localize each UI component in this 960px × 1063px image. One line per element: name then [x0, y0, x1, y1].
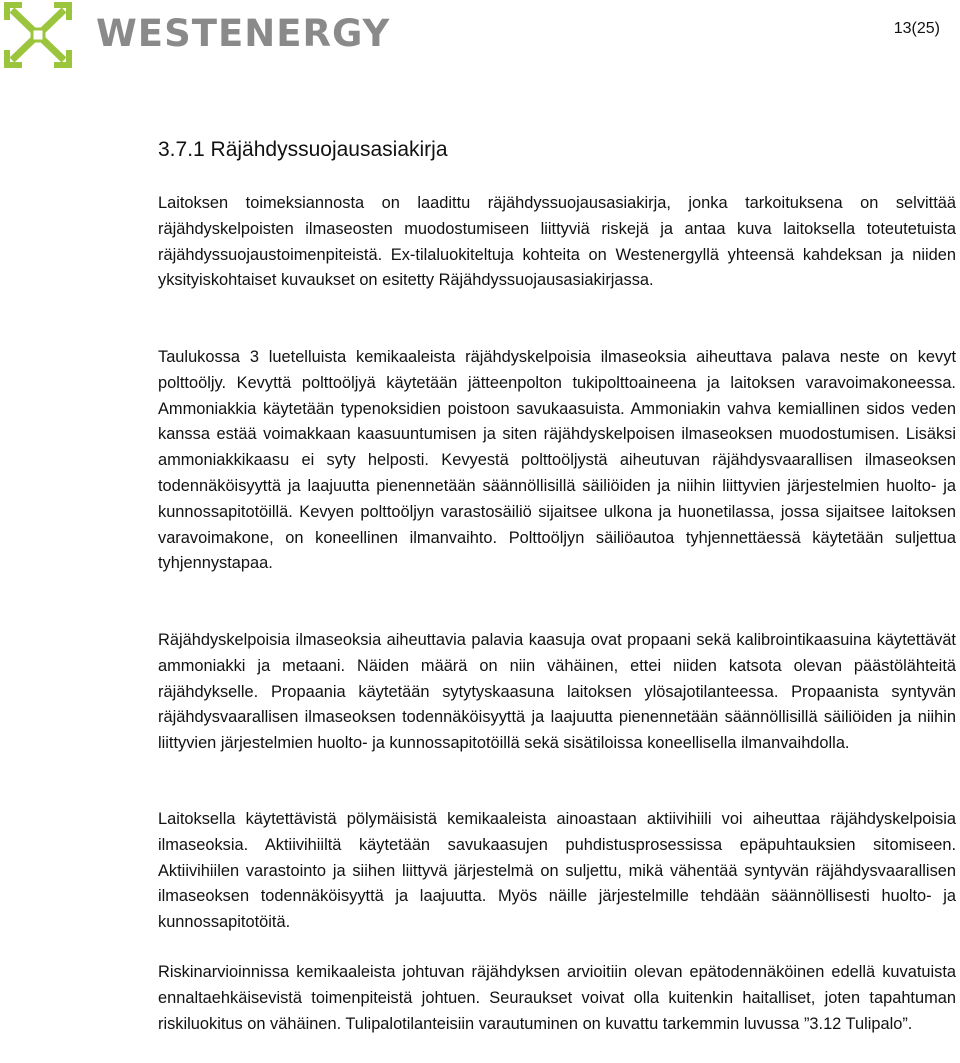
section-title: 3.7.1 Räjähdyssuojausasiakirja — [158, 138, 448, 161]
paragraph-risk-assessment: Riskinarvioinnissa kemikaaleista johtuvan räjähdyksen arvioitiin olevan epätodennäköinen edellä kuvatuista ennaltaehkäisevistä toimenpiteistä johtuen. Seuraukset voivat olla kuitenkin haitalliset, joten tapahtuman riskiluokitus on vähäinen. Tulipalotilanteisiin varautuminen on kuvattu tarkemmin luvussa ”3.12 Tulipalo”. — [158, 963, 956, 1033]
paragraph-flammable-liquid: Taulukossa 3 luetelluista kemikaaleista räjähdyskelpoisia ilmaseoksia aiheuttava palava neste on kevyt polttoöljy. Kevyttä polttoöljyä käytetään jätteenpolton tukipolttoaineena ja laitoksen varavoimakoneessa. Ammoniakkia käytetään typenoksidien poistoon savukaasuista. Ammoniakin vahva kemiallinen sidos veden kanssa estää voimakkaan kaasuuntumisen ja siten räjähdyskelpoisen ilmaseoksen muodostumisen. Lisäksi ammoniakkikaasu ei syty helposti. Kevyestä polttoöljystä aiheutuvan räjähdysvaarallisen ilmaseoksen todennäköisyyttä ja laajuutta pienennetään säännöllisillä säiliöiden ja niihin liittyvien järjestelmien huolto- ja kunnossapitotöillä. Kevyen polttoöljyn varastosäiliö sijaitsee ulkona ja huonetilassa, jossa sijaitsee laitoksen varavoimakone, on koneellinen ilmanvaihto. Polttoöljyn säiliöautoa tyhjennettäessä käytetään suljettua tyhjennystapaa. — [158, 348, 956, 573]
paragraph-dust-chemicals: Laitoksella käytettävistä pölymäisistä kemikaaleista ainoastaan aktiivihiili voi aiheuttaa räjähdyskelpoisia ilmaseoksia. Aktiivihiiltä käytetään savukaasujen puhdistusprosessissa epäpuhtauksien sitomiseen. Aktiivihiilen varastointo ja siihen liittyvä järjestelmä on suljettu, mikä vähentää syntyvän räjähdysvaarallisen ilmaseoksen todennäköisyyttä ja laajuutta. Myös näille järjestelmille tehdään säännöllisesti huolto- ja kunnossapitotöitä. — [158, 810, 956, 932]
page-header — [0, 0, 960, 70]
paragraph-flammable-gases: Räjähdyskelpoisia ilmaseoksia aiheuttavia palavia kaasuja ovat propaani sekä kalibrointikaasuina käytettävät ammoniakki ja metaani. Näiden määrä on niin vähäinen, ettei niiden katsota olevan päästölähteitä räjähdykselle. Propaania käytetään sytytyskaasuna laitoksen ylösajotilanteessa. Propaanista syntyvän räjähdysvaarallisen ilmaseoksen todennäköisyyttä ja laajuutta pienennetään säännöllisillä säiliöiden ja niihin liittyvien järjestelmien huolto- ja kunnossapitotöillä sekä sisätiloissa koneellisella ilmanvaihdolla. — [158, 631, 956, 753]
paragraph-explosion-document: Laitoksen toimeksiannosta on laadittu räjähdyssuojausasiakirja, jonka tarkoituksena on selvittää räjähdyskelpoisten ilmaseosten muodostumiseen liittyviä riskejä ja antaa kuva laitoksella toteutetuista räjähdyssuojaustoimenpiteistä. Ex-tilaluokiteltuja kohteita on Westenergyllä yhteensä kahdeksan ja niiden yksityiskohtaiset kuvaukset on esitetty Räjähdyssuojausasiakirjassa. — [158, 194, 956, 290]
company-logo-text: WESTENERGY — [96, 12, 391, 55]
page-number: 13(25) — [893, 20, 940, 37]
westenergy-logo-icon — [4, 2, 72, 68]
